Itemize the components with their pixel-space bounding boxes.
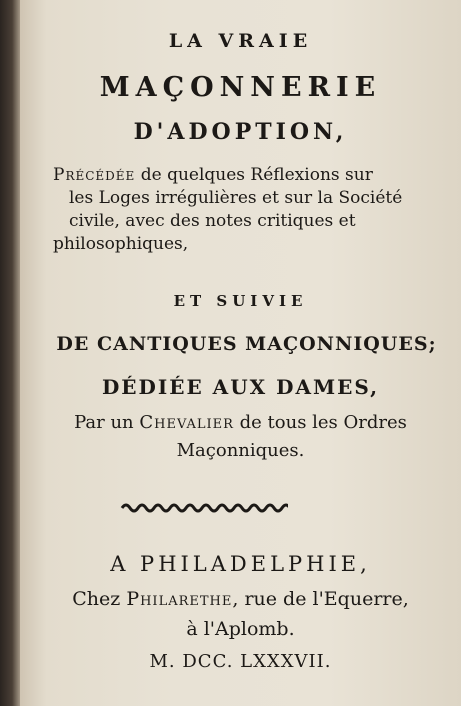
author-line-2: Maçonniques. xyxy=(176,440,305,461)
description-paragraph xyxy=(53,164,403,256)
author-name: Chevalier xyxy=(139,412,234,433)
imprint-place: à l'Aplomb. xyxy=(186,618,295,640)
author-line-1 xyxy=(20,412,461,433)
description-line-1-text: de quelques Réflexions sur xyxy=(135,165,373,185)
imprint-prefix: Chez xyxy=(72,588,127,610)
title-line-3: D'ADOPTION, xyxy=(133,119,348,145)
title-line-2: MAÇONNERIE xyxy=(99,72,382,103)
title-line-1: LA VRAIE xyxy=(168,30,313,52)
description-line-4: philosophiques, xyxy=(53,234,189,254)
author-prefix: Par un xyxy=(74,412,140,433)
dedication-heading: DÉDIÉE AUX DAMES, xyxy=(101,375,380,399)
description-line-2: les Loges irrégulières et sur la Société xyxy=(69,188,403,208)
printers-ornament-rule xyxy=(120,500,288,516)
imprint-year: M. DCC. LXXXVII. xyxy=(149,651,332,672)
imprint-publisher-line xyxy=(20,588,461,610)
book-spine-edge xyxy=(0,0,22,706)
author-suffix: de tous les Ordres xyxy=(233,412,407,433)
description-line-1 xyxy=(53,164,383,187)
cantiques-heading: DE CANTIQUES MAÇONNIQUES; xyxy=(56,333,437,355)
imprint-publisher: Philarethe xyxy=(126,588,233,610)
description-line-3: civile, avec des notes critiques et xyxy=(69,211,356,231)
description-lead-word: Précédée xyxy=(53,165,136,185)
suivie-heading: ET SUIVIE xyxy=(173,292,308,310)
imprint-city: A PHILADELPHIE, xyxy=(110,552,371,576)
title-page xyxy=(20,0,461,706)
imprint-address: , rue de l'Equerre, xyxy=(232,588,409,610)
